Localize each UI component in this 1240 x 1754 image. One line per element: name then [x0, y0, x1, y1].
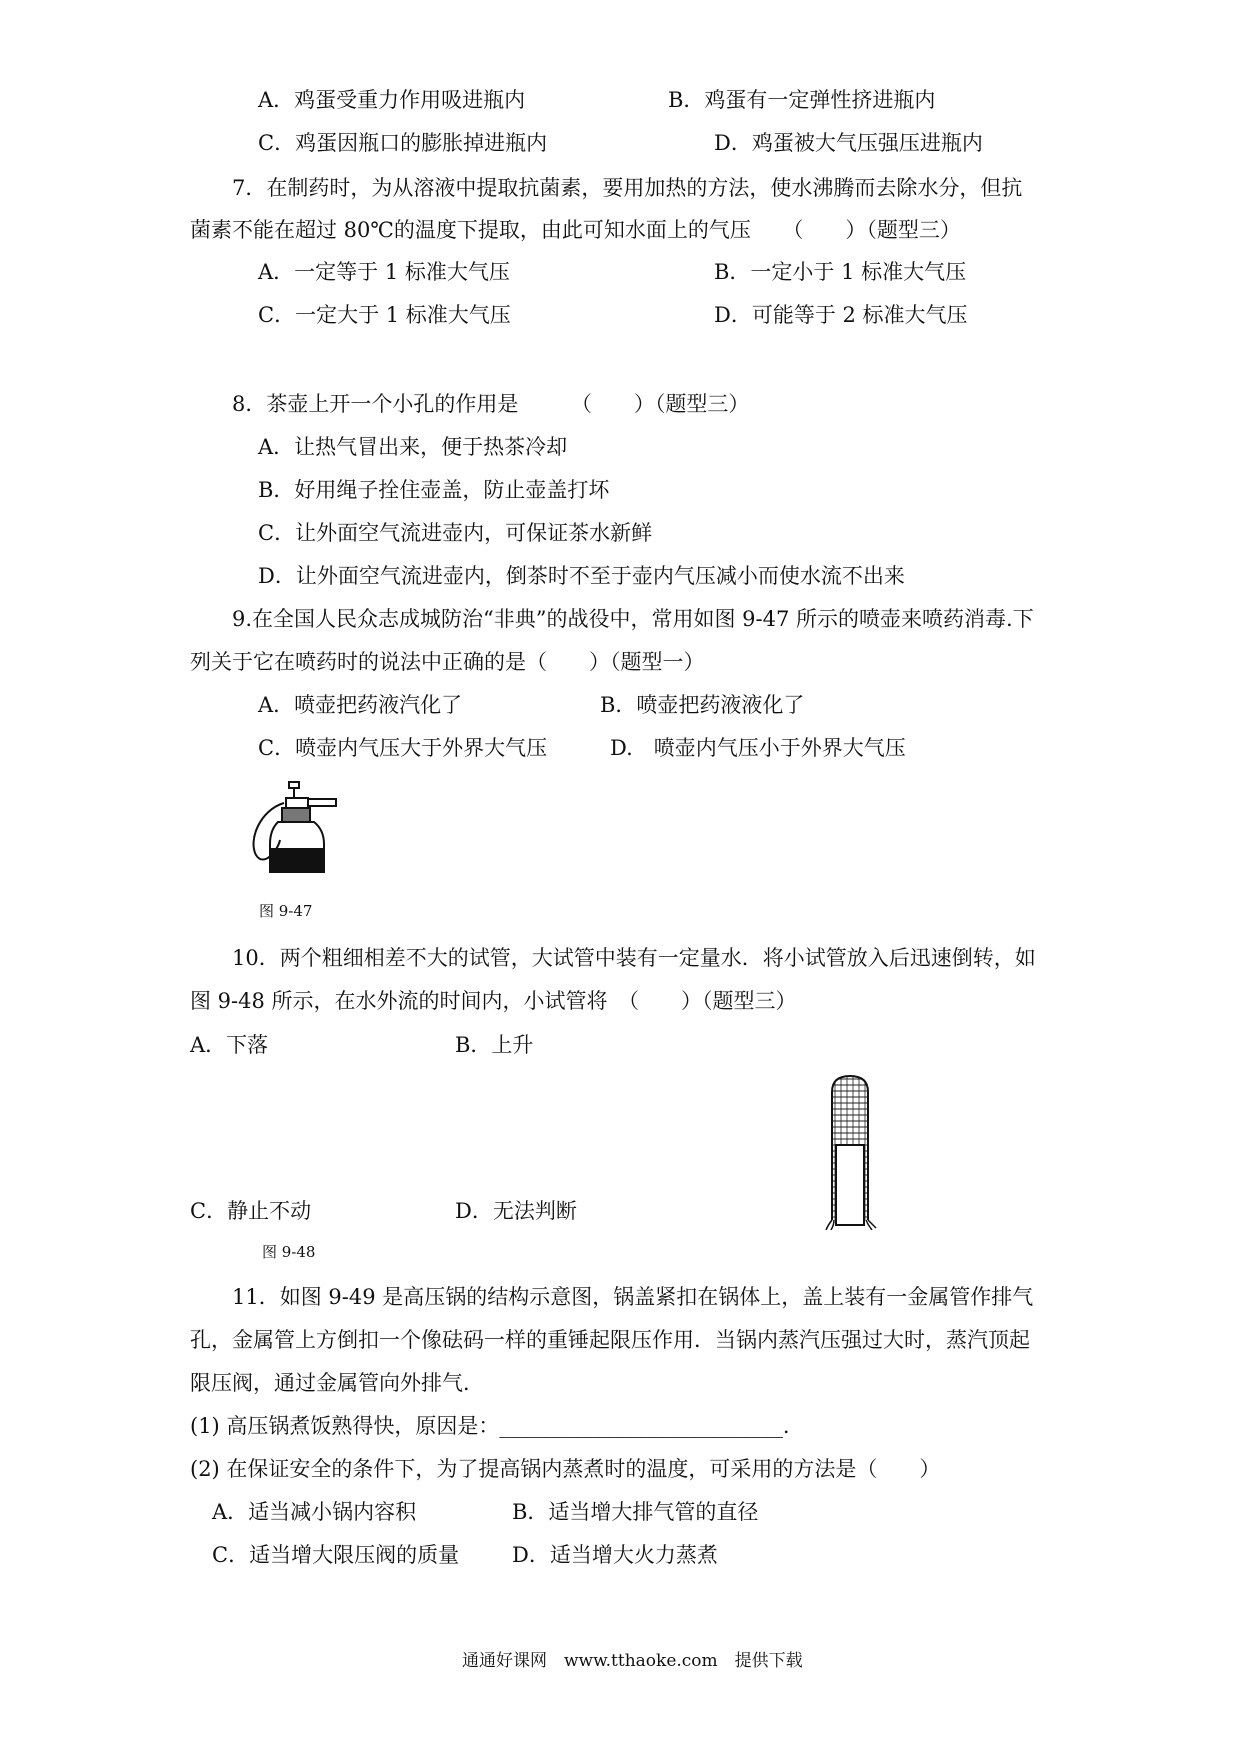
- q10-stem-line1: 10．两个粗细相差不大的试管，大试管中装有一定量水．将小试管放入后迅速倒转，如: [232, 946, 1036, 970]
- figure-9-47-caption: 图 9-47: [259, 902, 313, 920]
- q9-stem-line1: 9.在全国人民众志成城防治“非典”的战役中，常用如图 9-47 所示的喷壶来喷药消毒.下: [232, 607, 1034, 631]
- q7-option-a: A．一定等于 1 标准大气压: [258, 260, 510, 284]
- q9-option-d: D. 喷壶内气压小于外界大气压: [610, 736, 906, 760]
- q10-option-c: C．静止不动: [190, 1199, 312, 1223]
- q9-stem-line2: 列关于它在喷药时的说法中正确的是（ ）（题型一）: [190, 650, 705, 674]
- q6-option-b: B．鸡蛋有一定弹性挤进瓶内: [668, 88, 936, 112]
- q10-option-a: A．下落: [190, 1033, 269, 1057]
- page-footer: 通通好课网 www.tthaoke.com 提供下载: [462, 1651, 803, 1671]
- q8-option-a: A．让热气冒出来，便于热茶冷却: [258, 435, 568, 459]
- q11-stem-line1: 11．如图 9-49 是高压锅的结构示意图，锅盖紧扣在锅体上，盖上装有一金属管作排气: [232, 1285, 1034, 1309]
- q11-stem-line2: 孔，金属管上方倒扣一个像砝码一样的重锤起限压作用．当锅内蒸汽压强过大时，蒸汽顶起: [190, 1328, 1030, 1352]
- q7-stem-line1: 7．在制药时，为从溶液中提取抗菌素，要用加热的方法，使水沸腾而去除水分，但抗: [232, 176, 1023, 200]
- q10-stem-line2: 图 9-48 所示，在水外流的时间内，小试管将 （ ）（题型三）: [190, 989, 797, 1013]
- q10-option-d: D．无法判断: [455, 1199, 577, 1223]
- q9-option-a: A．喷壶把药液汽化了: [258, 693, 463, 717]
- spray-bottle-figure: [240, 770, 350, 880]
- test-tube-figure: [820, 1070, 880, 1230]
- q11-option-d: D．适当增大火力蒸煮: [512, 1543, 718, 1567]
- q8-option-d: D．让外面空气流进壶内，倒茶时不至于壶内气压减小而使水流不出来: [258, 564, 905, 588]
- q8-stem: 8．茶壶上开一个小孔的作用是 （ ）（题型三）: [232, 392, 750, 416]
- q9-option-c: C．喷壶内气压大于外界大气压: [258, 736, 548, 760]
- q10-option-b: B．上升: [455, 1033, 534, 1057]
- q11-subquestion-2: (2) 在保证安全的条件下，为了提高锅内蒸煮时的温度，可采用的方法是（ ）: [190, 1457, 941, 1481]
- q6-option-a: A．鸡蛋受重力作用吸进瓶内: [258, 88, 526, 112]
- q11-stem-line3: 限压阀，通过金属管向外排气．: [190, 1371, 484, 1395]
- q7-option-d: D．可能等于 2 标准大气压: [714, 303, 968, 327]
- q7-option-b: B．一定小于 1 标准大气压: [714, 260, 967, 284]
- q11-option-c: C．适当增大限压阀的质量: [212, 1543, 460, 1567]
- q8-option-b: B．好用绳子拴住壶盖，防止壶盖打坏: [258, 478, 610, 502]
- figure-9-48-caption: 图 9-48: [262, 1243, 316, 1261]
- q9-option-b: B．喷壶把药液液化了: [600, 693, 805, 717]
- q7-stem-line2: 菌素不能在超过 80℃的温度下提取，由此可知水面上的气压 （ ）（题型三）: [190, 218, 961, 242]
- q8-option-c: C．让外面空气流进壶内，可保证茶水新鲜: [258, 521, 653, 545]
- q11-option-a: A．适当减小锅内容积: [212, 1500, 417, 1524]
- q11-option-b: B．适当增大排气管的直径: [512, 1500, 759, 1524]
- q6-option-c: C．鸡蛋因瓶口的膨胀掉进瓶内: [258, 131, 548, 155]
- q11-subquestion-1: (1) 高压锅煮饭熟得快，原因是：___________________________.: [190, 1414, 790, 1438]
- q7-option-c: C．一定大于 1 标准大气压: [258, 303, 511, 327]
- q6-option-d: D．鸡蛋被大气压强压进瓶内: [714, 131, 983, 155]
